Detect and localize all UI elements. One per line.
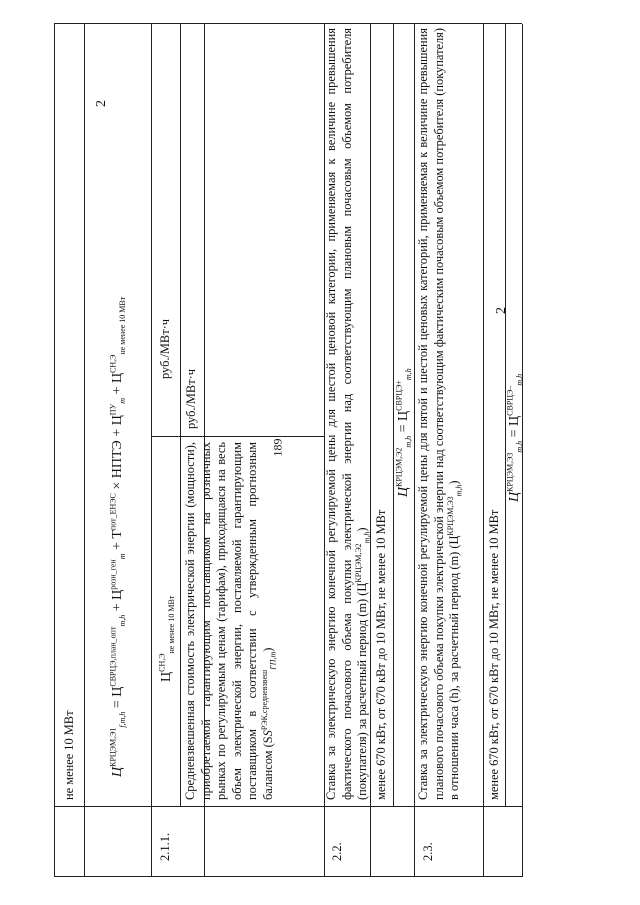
header-unit: руб./МВт·ч bbox=[158, 319, 172, 379]
row-line bbox=[84, 24, 85, 877]
row-2-2-description: Ставка за электрическую энергию конечной регулируемой цены для шестой ценовой категории, применяемая к величине превышения фактического почасового объема покупки электрической энергии над соответствующим плановым почасовым объемом потребителя (покупателя) за расчетный период (m) $(Ц^{КРЦЭМ,Э2}_{m,h})$ bbox=[324, 28, 372, 800]
row-line bbox=[54, 24, 55, 877]
row-line bbox=[414, 24, 415, 877]
col-line bbox=[54, 23, 522, 24]
row-number-2-3: 2.3. bbox=[421, 842, 435, 861]
formula-e3: $Ц^{КРЦЭМ,Э3}_{m,h} = Ц^{СВРЦЭ-}_{m,h}$ bbox=[505, 373, 524, 502]
col-line bbox=[54, 876, 522, 877]
formula-e1: $Ц^{КРЦЭМ,Э1}_{f,m,h} = Ц^{СВРЦЭ,план\_опт}_{m,h} + Ц^{розн\_ген}_m + Т^{пот\_ЕНЭС}$ × НПТЭ + $Ц^{ПУ}_m + Ц^{СН,Э}_{не менее 10 МВт}$ bbox=[108, 296, 127, 777]
top-row-text: не менее 10 МВт bbox=[62, 710, 76, 800]
row-2-1-1-description: Средневзвешенная стоимость электрической энергии (мощности), приобретаемой гарантирующим поставщиком на розничных рынках по регулируемым ценам (тарифам), приходящаяся на весь объем электрической энергии, поставляемой гарантирующим поставщиком в соответствии с утвержденным прогнозным балансом $(SS^{РЭК,средневзвеш}_{ГП,m})$ bbox=[183, 442, 277, 800]
col-line bbox=[151, 436, 324, 437]
row-number-2-1-1: 2.1.1. bbox=[158, 832, 172, 861]
row-2-3-description: Ставка за электрическую энергию конечной регулируемой цены для пятой и шестой ценовых категорий, применяемая к величине превышения планового почасового объема покупки электрической энергии над соответствующим фактическим почасовым объемом потребителя (покупателя) в отношении часа (h), за расчетный период (m) $(Ц^{КРЦЭМ,Э3}_{m,h})$ bbox=[416, 28, 464, 800]
formula-e3-tail: 2 bbox=[494, 307, 509, 314]
header-sn-symbol: $Ц^{СН,Э}_{не менее 10 МВт}$ bbox=[157, 595, 176, 682]
row-2-3-capacity: менее 670 кВт, от 670 кВт до 10 МВт, не менее 10 МВт bbox=[487, 509, 501, 800]
sub-line bbox=[180, 24, 181, 807]
formula-e1-tail: 2 bbox=[94, 100, 109, 107]
formula-e2: $Ц^{КРЦЭМ,Э2}_{m,h} = Ц^{СВРЦЭ+}_{m,h}$ bbox=[394, 368, 413, 497]
page-number: 189 bbox=[270, 438, 285, 457]
row-2-1-1-unit: руб./МВт·ч bbox=[184, 369, 198, 429]
sub-line bbox=[393, 24, 394, 807]
col-line bbox=[54, 806, 522, 807]
row-2-2-capacity: менее 670 кВт, от 670 кВт до 10 МВт, не менее 10 МВт bbox=[374, 509, 388, 800]
sub-line bbox=[483, 24, 484, 877]
tariff-table bbox=[54, 24, 522, 877]
row-number-2-2: 2.2. bbox=[330, 842, 344, 861]
row-line bbox=[151, 24, 152, 877]
